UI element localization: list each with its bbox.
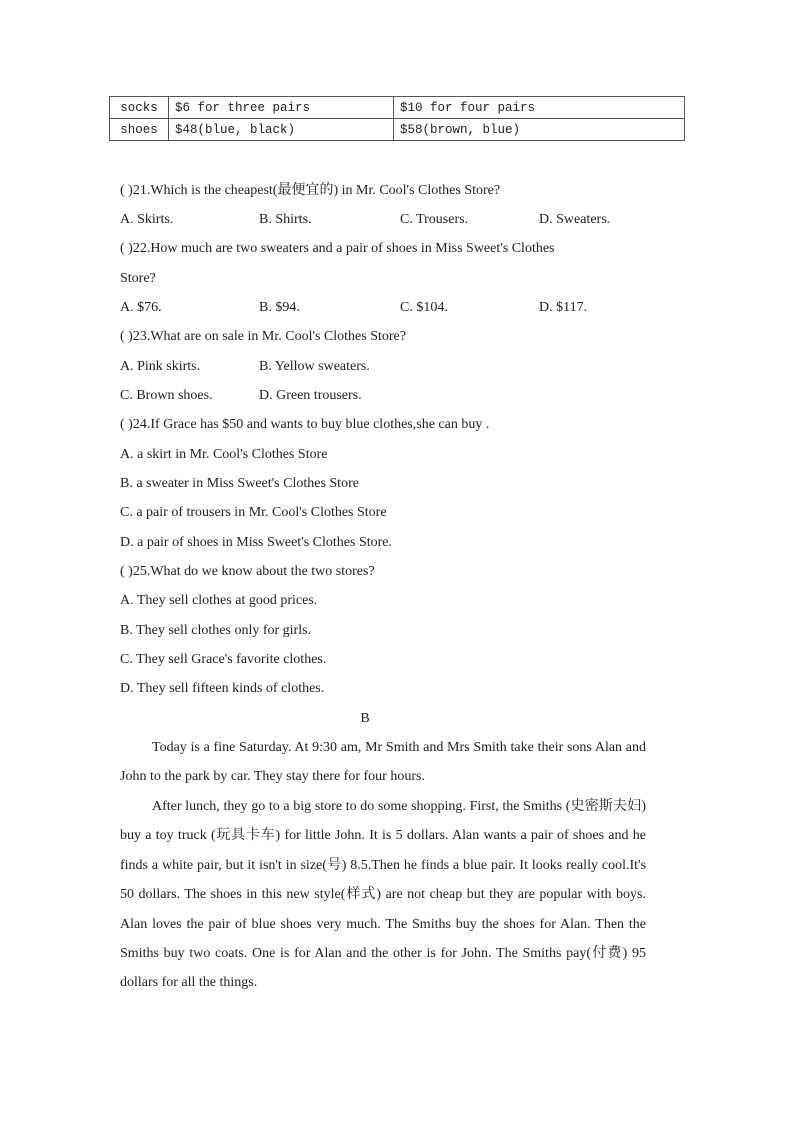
option-c: C. $104. [400, 300, 448, 315]
option-b: B. Shirts. [259, 212, 312, 227]
question-22-stem-cont: Store? [120, 271, 156, 286]
option-c: C. Brown shoes. [120, 388, 213, 403]
question-25-stem: ( )25.What do we know about the two stores? [120, 564, 375, 579]
option-a: A. They sell clothes at good prices. [120, 593, 318, 608]
question-21-stem: ( )21.Which is the cheapest(最便宜的) in Mr. Cool's Clothes Store? [120, 183, 501, 198]
option-b: B. They sell clothes only for girls. [120, 623, 312, 638]
question-24-stem: ( )24.If Grace has $50 and wants to buy blue clothes,she can buy . [120, 417, 490, 432]
passage-paragraph-1: Today is a fine Saturday. At 9:30 am, Mr Smith and Mrs Smith take their sons Alan and John to the park by car. They stay there for four hours. [120, 740, 646, 785]
option-d: D. $117. [539, 300, 588, 315]
price-table [109, 96, 685, 141]
question-22-stem: ( )22.How much are two sweaters and a pair of shoes in Miss Sweet's Clothes [120, 241, 555, 256]
table-row [110, 119, 685, 141]
option-c: C. They sell Grace's favorite clothes. [120, 652, 327, 667]
option-b: B. a sweater in Miss Sweet's Clothes Store [120, 476, 359, 491]
question-23-stem: ( )23.What are on sale in Mr. Cool's Clothes Store? [120, 329, 406, 344]
option-b: B. $94. [259, 300, 300, 315]
table-cell-store2: $10 for four pairs [394, 97, 685, 119]
option-d: D. Green trousers. [259, 388, 362, 403]
option-d: D. a pair of shoes in Miss Sweet's Clothes Store. [120, 535, 393, 550]
option-b: B. Yellow sweaters. [259, 359, 370, 374]
option-d: D. Sweaters. [539, 212, 611, 227]
table-cell-store1: $6 for three pairs [169, 97, 394, 119]
table-row [110, 97, 685, 119]
option-a: A. $76. [120, 300, 162, 315]
table-cell-item: shoes [110, 119, 169, 141]
table-cell-item: socks [110, 97, 169, 119]
option-c: C. a pair of trousers in Mr. Cool's Clothes Store [120, 505, 387, 520]
table-cell-store1: $48(blue, black) [169, 119, 394, 141]
passage-paragraph-2: After lunch, they go to a big store to do some shopping. First, the Smiths (史密斯夫妇) buy a toy truck (玩具卡车) for little John. It is 5 dollars. Alan wants a pair of shoes and he finds a white pair, but it isn't in size(号) 8.5.Then he finds a blue pair. It looks really cool.It's 50 dollars. The shoes in this new style(样式) are not cheap but they are popular with boys. Alan loves the pair of blue shoes very much. The Smiths buy the shoes for Alan. Then the Smiths buy two coats. One is for Alan and the other is for John. The Smiths pay(付费) 95 dollars for all the things. [120, 799, 646, 991]
table-cell-store2: $58(brown, blue) [394, 119, 685, 141]
section-heading: B [360, 711, 370, 726]
option-c: C. Trousers. [400, 212, 469, 227]
option-d: D. They sell fifteen kinds of clothes. [120, 681, 325, 696]
option-a: A. a skirt in Mr. Cool's Clothes Store [120, 447, 328, 462]
option-a: A. Pink skirts. [120, 359, 201, 374]
option-a: A. Skirts. [120, 212, 174, 227]
